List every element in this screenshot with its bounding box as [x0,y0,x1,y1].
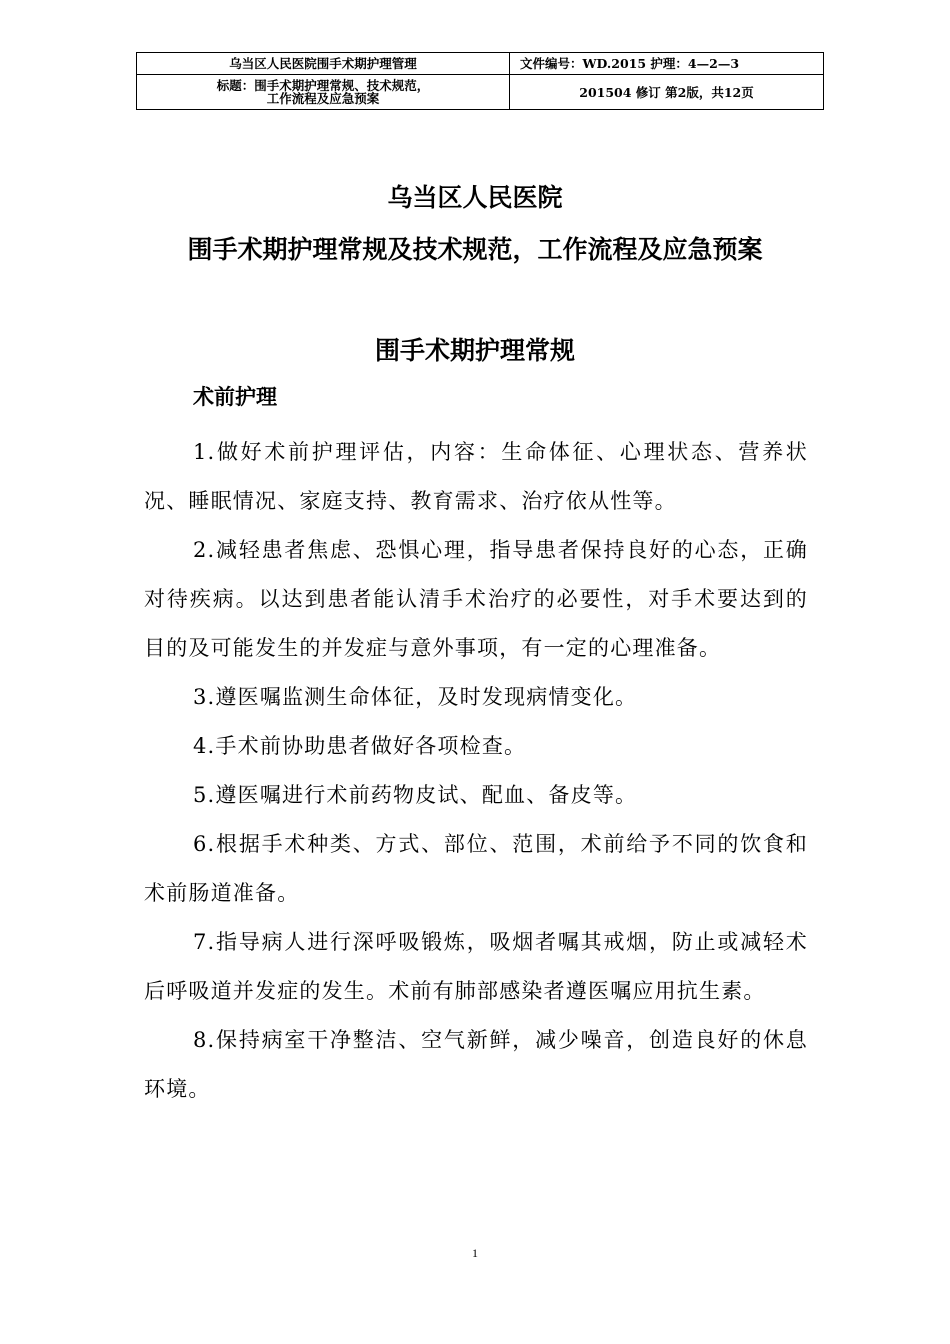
section-title: 围手术期护理常规 [374,336,575,365]
header-revision-cell: 201504 修订 第2版，共12页 [510,75,824,110]
header-title-line2: 工作流程及应急预案 [266,91,380,106]
paragraph-8: 8.保持病室干净整洁、空气新鲜，减少噪音，创造良好的休息环境。 [144,1028,808,1101]
paragraph-3: 3.遵医嘱监测生命体征，及时发现病情变化。 [193,685,638,709]
doc-title-hospital: 乌当区人民医院 [387,183,563,212]
header-file-number-cell: 文件编号：WD.2015 护理：4—2—3 [510,53,824,75]
header-title-cell [137,75,510,110]
header-hospital-cell: 乌当区人民医院围手术期护理管理 [137,53,510,75]
subsection-title: 术前护理 [193,385,277,409]
page-number: 1 [472,1246,478,1260]
header-title-line1: 标题：围手术期护理常规、技术规范， [216,78,430,93]
body-text [144,428,808,1114]
paragraph-5: 5.遵医嘱进行术前药物皮试、配血、备皮等。 [193,783,638,807]
paragraph-1: 1.做好术前护理评估，内容：生命体征、心理状态、营养状况、睡眠情况、家庭支持、教育需求、治疗依从性等。 [144,440,808,513]
paragraph-4: 4.手术前协助患者做好各项检查。 [193,734,527,758]
paragraph-7: 7.指导病人进行深呼吸锻炼，吸烟者嘱其戒烟，防止或减轻术后呼吸道并发症的发生。术前有肺部感染者遵医嘱应用抗生素。 [144,930,808,1003]
paragraph-2: 2.减轻患者焦虑、恐惧心理，指导患者保持良好的心态，正确对待疾病。以达到患者能认清手术治疗的必要性，对手术要达到的目的及可能发生的并发症与意外事项，有一定的心理准备。 [144,538,808,660]
doc-title-main: 围手术期护理常规及技术规范，工作流程及应急预案 [187,235,763,264]
paragraph-6: 6.根据手术种类、方式、部位、范围，术前给予不同的饮食和术前肠道准备。 [144,832,808,905]
document-header-table [136,52,824,110]
